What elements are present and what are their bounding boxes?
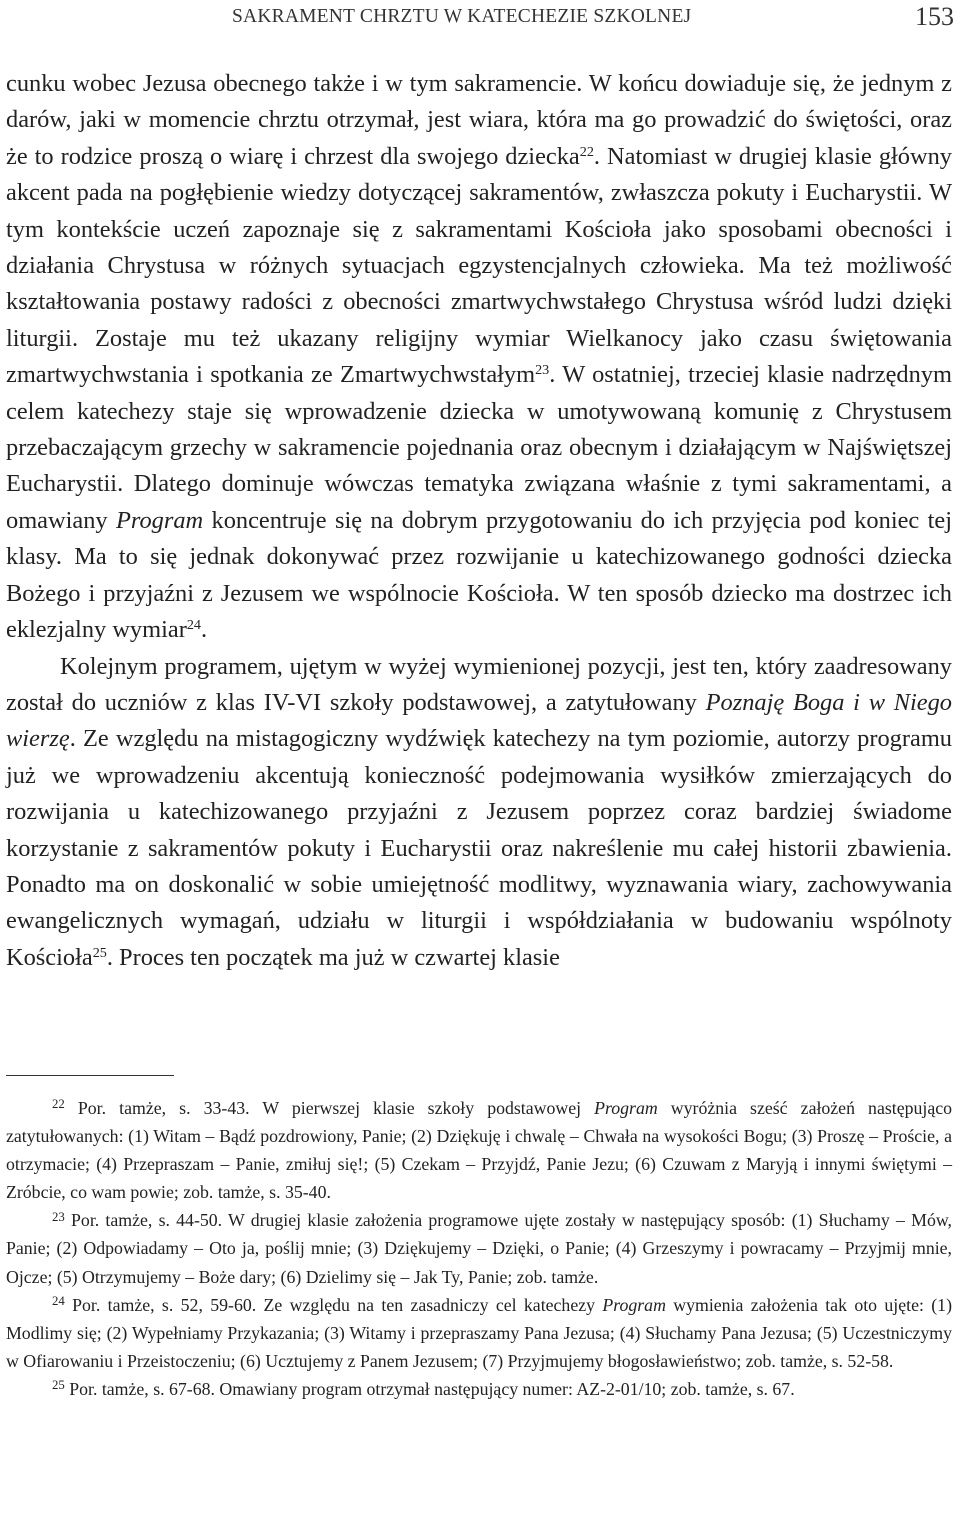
text-run: . W ostatniej, trzeciej klasie nadrzędnym celem katechezy staje się wprowadzenie dziecka w umotywowaną komunię z Chrystusem przebaczającym grzechy w sakramencie pojednania oraz obecnym i działającym w Najświętszej Eucharystii. Dlatego dominuje wówczas tematyka związana właśnie z tymi sakramentami, a omawiany xyxy=(6,361,952,534)
footnote-text: Por. tamże, s. 52, 59-60. Ze względu na ten zasadniczy cel katechezy xyxy=(64,1294,603,1315)
text-run: Kolejnym programem, ujętym w wyżej wymienionej pozycji, jest ten, który zaadresowany został do uczniów z klas IV-VI szkoły podstawowej, a zatytułowany xyxy=(6,652,952,716)
text-run: . Proces ten początek ma już w czwartej klasie xyxy=(106,943,560,971)
footnote-23 xyxy=(6,1206,952,1290)
text-run: . Natomiast w drugiej klasie główny akcent pada na pogłębienie wiedzy dotyczącej sakramentów, zwłaszcza pokuty i Eucharystii. W tym kontekście uczeń zapoznaje się z sakramentami Kościoła jako sposobami obecności i działania Chrystusa w różnych sytuacjach egzystencjalnych człowieka. Ma też możliwość kształtowania postawy radości z obecności zmartwychwstałego Chrystusa wśród ludzi dzięki liturgii. Zostaje mu też ukazany religijny wymiar Wielkanocy jako czasu świętowania zmartwychwstania i spotkania ze Zmartwychwstałym xyxy=(6,142,952,389)
footnote-number: 23 xyxy=(52,1209,65,1224)
footnote-number: 22 xyxy=(52,1097,65,1112)
text-run: . xyxy=(200,616,208,644)
footnote-25 xyxy=(6,1375,952,1403)
footnote-text: Por. tamże, s. 67-68. Omawiany program otrzymał następujący numer: AZ-2-01/10; zob. tamże, s. 67. xyxy=(64,1378,795,1399)
main-text xyxy=(6,66,952,976)
paragraph-2 xyxy=(6,649,952,977)
footnote-ref-23[interactable]: 23 xyxy=(535,362,550,379)
footnote-number: 25 xyxy=(52,1378,65,1393)
page-number: 153 xyxy=(915,2,954,31)
footnote-22 xyxy=(6,1094,952,1206)
program-title: Program xyxy=(115,506,204,534)
footnotes xyxy=(6,1094,952,1403)
footnote-separator xyxy=(6,1075,174,1076)
footnote-24 xyxy=(6,1291,952,1375)
footnote-text: Por. tamże, s. 44-50. W drugiej klasie założenia programowe ujęte zostały w następujący sposób: (1) Słuchamy – Mów, Panie; (2) Odpowiadamy – Oto ja, poślij mnie; (3) Dziękujemy – Dzięki, o Panie; (4) Grzeszymy i powracamy – Przyjmij mnie, Ojcze; (5) Otrzymujemy – Boże dary; (6) Dzielimy się – Jak Ty, Panie; zob. tamże. xyxy=(6,1210,952,1287)
page-header xyxy=(0,2,960,32)
footnote-text: Por. tamże, s. 33-43. W pierwszej klasie szkoły podstawowej xyxy=(64,1098,595,1118)
program-title: Program xyxy=(594,1098,658,1118)
footnote-text: wyróżnia sześć założeń następująco zatytułowanych: (1) Witam – Bądź pozdrowiony, Panie; (2) Dziękuję i chwalę – Chwała na wysokości Bogu; (3) Proszę – Proście, a otrzymacie; (4) Przepraszam – Panie, zmiłuj się!; (5) Czekam – Przyjdź, Panie Jezu; (6) Czuwam z Maryją i innymi świętymi – Zróbcie, co wam powie; zob. tamże, s. 35-40. xyxy=(6,1098,952,1203)
footnote-ref-22[interactable]: 22 xyxy=(579,144,594,161)
text-run: cunku wobec Jezusa obecnego także i w tym sakramencie. W końcu dowiaduje się, że jednym z darów, jaki w momencie chrztu otrzymał, jest wiara, która ma go prowadzić do świętości, oraz że to rodzice proszą o wiarę i chrzest dla swojego dziecka xyxy=(6,70,952,170)
footnote-number: 24 xyxy=(52,1293,65,1308)
running-head: SAKRAMENT CHRZTU W KATECHEZIE SZKOLNEJ xyxy=(232,6,692,27)
text-run: koncentruje się na dobrym przygotowaniu do ich przyjęcia pod koniec tej klasy. Ma to się jednak dokonywać przez rozwijanie u katechizowanego godności dziecka Bożego i przyjaźni z Jezusem we wspólnocie Kościoła. W ten sposób dziecko ma dostrzec ich eklezjalny wymiar xyxy=(6,506,952,644)
footnote-ref-25[interactable]: 25 xyxy=(92,944,107,961)
footnote-ref-24[interactable]: 24 xyxy=(186,617,201,634)
program-title: Program xyxy=(602,1294,666,1315)
text-run: . Ze względu na mistagogiczny wydźwięk katechezy na tym poziomie, autorzy programu już we wprowadzeniu akcentują konieczność podejmowania wysiłków zmierzających do rozwijania u katechizowanego przyjaźni z Jezusem poprzez coraz bardziej świadome korzystanie z sakramentów pokuty i Eucharystii oraz nakreślenie mu całej historii zbawienia. Ponadto ma on doskonalić w sobie umiejętność modlitwy, wyznawania wiary, zachowywania ewangelicznych wymagań, udziału w liturgii i współdziałania w budowaniu wspólnoty Kościoła xyxy=(6,725,952,971)
book-title: Poznaję Boga i w Niego wierzę xyxy=(6,688,952,753)
footnote-text: wymienia założenia tak oto ujęte: (1) Modlimy się; (2) Wypełniamy Przykazania; (3) Witamy i przepraszamy Pana Jezusa; (4) Słuchamy Pana Jezusa; (5) Uczestniczymy w Ofiarowaniu i Przeistoczeniu; (6) Ucztujemy z Panem Jezusem; (7) Przyjmujemy błogosławieństwo; zob. tamże, s. 52-58. xyxy=(6,1294,952,1371)
paragraph-1 xyxy=(6,66,952,649)
